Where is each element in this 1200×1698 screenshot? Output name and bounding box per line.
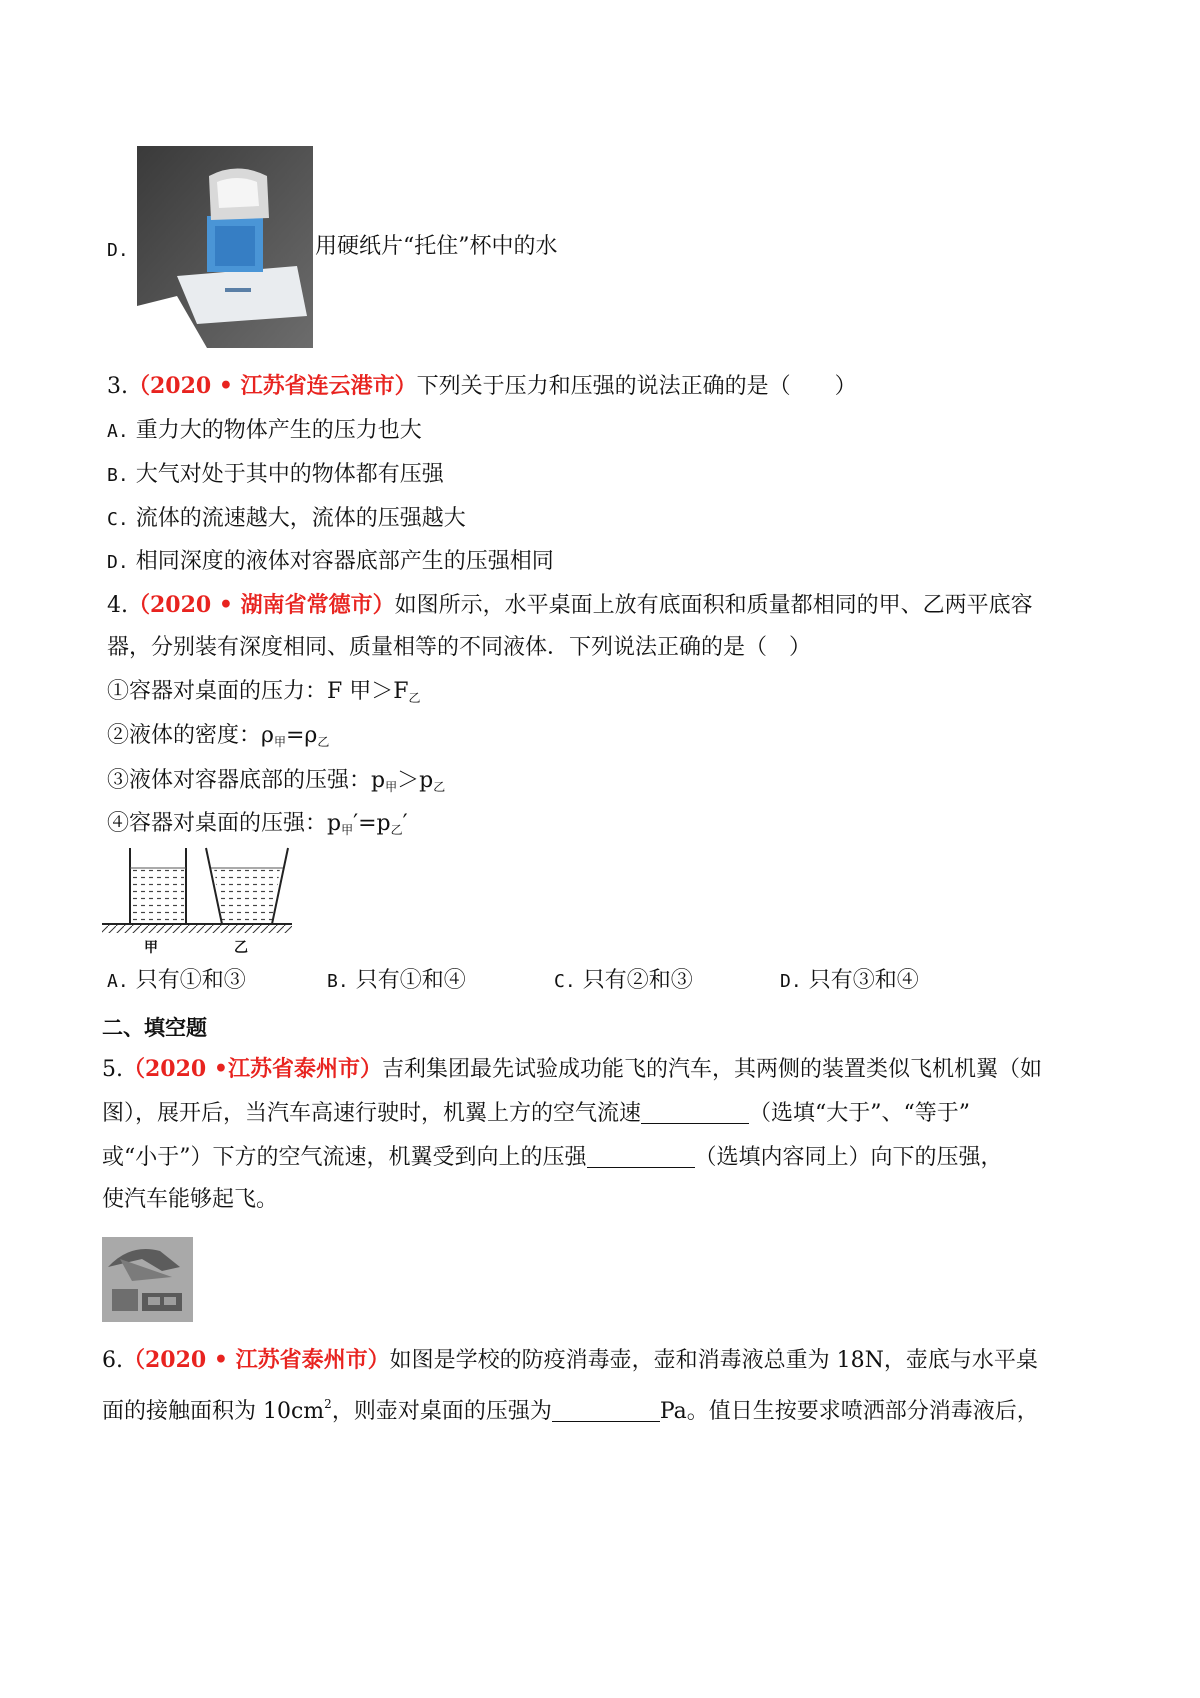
statement-4: [107, 809, 408, 845]
option-b: [107, 460, 444, 491]
question-4-stem-line1: [107, 590, 1033, 621]
figure-label-jia: 甲: [144, 940, 158, 956]
question-text: ，则壶对桌面的压强为: [331, 1399, 552, 1424]
question-source: （2020 • 湖南省常德市）: [128, 592, 395, 618]
subscript: 乙: [390, 823, 403, 837]
option-letter: A.: [107, 421, 129, 442]
question-number: 3.: [107, 374, 128, 399]
statement-text: ③液体对容器底部的压强：p: [107, 768, 386, 793]
statement-1: [107, 677, 421, 713]
statement-text: ②液体的密度：ρ: [107, 723, 274, 748]
statement-text: ①容器对桌面的压力：F 甲＞F: [107, 679, 409, 704]
option-text: 只有③和④: [808, 968, 919, 993]
subscript: 乙: [317, 735, 330, 749]
subscript: 甲: [341, 823, 354, 837]
question-text: （选填“大于”、“等于”: [749, 1101, 971, 1126]
option-c: [107, 504, 466, 535]
question-text: 图），展开后，当汽车高速行驶时，机翼上方的空气流速: [102, 1101, 642, 1126]
question-text: 或“小于”）下方的空气流速，机翼受到向上的压强: [102, 1145, 587, 1170]
question-text: 如图是学校的防疫消毒壶，壶和消毒液总重为 18N，壶底与水平桌: [389, 1348, 1038, 1373]
option-d: [107, 547, 554, 578]
statement-text: ′=p: [353, 811, 391, 836]
subscript: 甲: [273, 735, 286, 749]
statement-text: =ρ: [285, 723, 318, 748]
option-text: 相同深度的液体对容器底部产生的压强相同: [135, 549, 554, 574]
option-letter: A.: [107, 971, 129, 992]
question-text: 面的接触面积为 10cm: [102, 1399, 325, 1424]
statement-3: [107, 766, 445, 802]
option-a: [107, 416, 422, 447]
question-text: 如图所示，水平桌面上放有底面积和质量都相同的甲、乙两平底容: [394, 593, 1033, 618]
option-text: 大气对处于其中的物体都有压强: [135, 462, 444, 487]
containers-figure: [100, 846, 300, 962]
question-5-line3: [102, 1143, 1003, 1173]
question-5-line4: 使汽车能够起飞。: [102, 1187, 279, 1212]
option-letter: D.: [107, 552, 129, 573]
option-letter: C.: [107, 509, 129, 530]
question-text: 下列关于压力和压强的说法正确的是（ ）: [416, 374, 857, 399]
answer-blank[interactable]: [552, 1399, 660, 1422]
answer-blank[interactable]: [641, 1101, 749, 1124]
question-text: Pa。值日生按要求喷洒部分消毒液后，: [659, 1399, 1039, 1424]
subscript: 甲: [385, 780, 398, 794]
superscript: 2: [324, 1397, 332, 1411]
option-b: [327, 966, 466, 997]
question-number: 4.: [107, 593, 128, 618]
subscript: 乙: [433, 780, 446, 794]
option-text: 只有②和③: [582, 968, 693, 993]
section-heading: 二、填空题: [102, 1016, 207, 1040]
statement-text: ④容器对桌面的压强：p: [107, 811, 342, 836]
option-text: 流体的流速越大，流体的压强越大: [135, 506, 466, 531]
option-text: 只有①和③: [135, 968, 246, 993]
question-number: 5.: [102, 1057, 123, 1082]
question-4-stem-line2: 器，分别装有深度相同、质量相等的不同液体．下列说法正确的是（ ）: [107, 635, 812, 660]
question-5-line1: [102, 1054, 1042, 1085]
option-letter: D.: [107, 240, 129, 261]
question-6-line2: [102, 1389, 1039, 1427]
option-c: [554, 966, 693, 997]
option-d: [780, 966, 919, 997]
option-a: [107, 966, 246, 997]
question-text: （选填内容同上）向下的压强，: [694, 1145, 1003, 1170]
question-text: 吉利集团最先试验成功能飞的汽车，其两侧的装置类似飞机机翼（如: [381, 1057, 1042, 1082]
statement-text: ＞p: [397, 768, 434, 793]
question-source: （2020 • 江苏省连云港市）: [128, 373, 417, 399]
subscript: 乙: [408, 691, 421, 705]
statement-2: [107, 721, 329, 757]
question-number: 6.: [102, 1348, 123, 1373]
paper-holding-water-photo: [137, 146, 313, 348]
question-6-line1: [102, 1345, 1038, 1376]
option-d-text: 用硬纸片“托住”杯中的水: [315, 234, 558, 259]
question-5-line2: [102, 1099, 970, 1129]
option-letter: B.: [107, 465, 129, 486]
option-text: 重力大的物体产生的压力也大: [135, 418, 422, 443]
option-letter: D.: [780, 971, 802, 992]
question-source: （2020 •江苏省泰州市）: [123, 1056, 382, 1082]
question-source: （2020 • 江苏省泰州市）: [123, 1347, 390, 1373]
figure-label-yi: 乙: [234, 940, 248, 956]
option-letter: C.: [554, 971, 576, 992]
option-text: 只有①和④: [355, 968, 466, 993]
answer-blank[interactable]: [587, 1145, 695, 1168]
statement-text: ′: [402, 811, 408, 836]
question-3-stem: [107, 371, 857, 402]
flying-car-photo: [102, 1237, 193, 1322]
option-letter: B.: [327, 971, 349, 992]
